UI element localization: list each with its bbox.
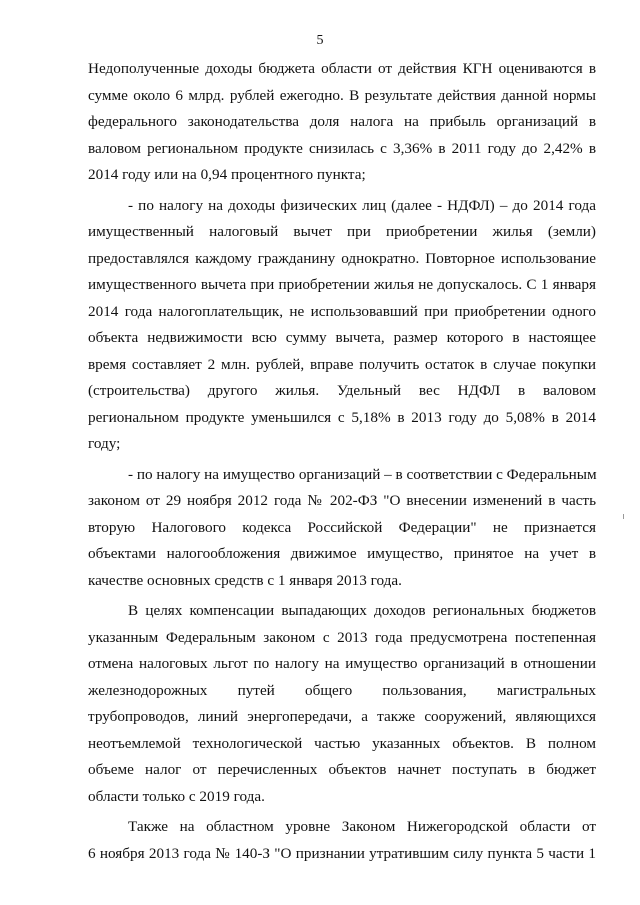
text-line: федерального законодательства доля налога на прибыль организаций в	[88, 113, 596, 130]
text-line: имущественный налоговый вычет при приобретении жилья (земли)	[88, 223, 596, 240]
text-line: году;	[88, 435, 121, 452]
text-line: В целях компенсации выпадающих доходов региональных бюджетов	[128, 602, 596, 619]
text-line: - по налогу на доходы физических лиц (далее - НДФЛ) – до 2014 года	[128, 196, 596, 214]
text-line: области только с 2019 года.	[88, 787, 265, 805]
text-line: законом от 29 ноября 2012 года № 202-ФЗ "О внесении изменений в часть	[88, 492, 596, 509]
margin-mark	[623, 514, 624, 519]
text-line: качестве основных средств с 1 января 2013 года.	[88, 571, 402, 589]
text-line: 2014 году или на 0,94 процентного пункта;	[88, 166, 366, 183]
text-line: железнодорожных путей общего пользования, магистральных	[88, 681, 596, 699]
text-line: предоставлялся каждому гражданину однократно. Повторное использование	[88, 249, 596, 267]
page-number: 5	[316, 33, 324, 48]
paragraph-property-tax	[88, 462, 596, 595]
text-line: трубопроводов, линий энергопередачи, а также сооружений, являющихся	[88, 708, 596, 725]
text-line: объектами налогообложения движимое имущество, принятое на учет в	[88, 545, 596, 562]
text-line: объеме налог от перечисленных объектов начнет поступать в бюджет	[88, 761, 596, 778]
text-line: имущественного вычета при приобретении жилья не допускалось. С 1 января	[88, 276, 596, 293]
text-line: сумме около 6 млрд. рублей ежегодно. В результате действия данной нормы	[88, 86, 596, 104]
text-line: валовом региональном продукте снизилась с 3,36% в 2011 году до 2,42% в	[88, 139, 596, 157]
text-line: Недополученные доходы бюджета области от действия КГН оцениваются в	[88, 60, 596, 77]
paragraph-compensation	[88, 598, 596, 810]
text-line: региональном продукте уменьшился с 5,18% в 2013 году до 5,08% в 2014	[88, 408, 596, 426]
paragraph-kgn-revenue	[88, 56, 596, 189]
text-line: Также на областном уровне Законом Нижегородской области от	[128, 818, 596, 835]
paragraph-regional-law	[88, 814, 596, 867]
text-line: объекта недвижимости всю сумму вычета, размер которого в настоящее	[88, 329, 596, 346]
text-line: 6 ноября 2013 года № 140-З "О признании утратившим силу пункта 5 части 1	[88, 844, 596, 862]
text-line: отмена налоговых льгот по налогу на имущество организаций в отношении	[88, 655, 596, 672]
text-line: вторую Налогового кодекса Российской Федерации" не признается	[88, 518, 596, 536]
text-line: время составляет 2 млн. рублей, вправе получить остаток в случае покупки	[88, 355, 596, 373]
text-line: - по налогу на имущество организаций – в соответствии с Федеральным	[128, 465, 597, 483]
document-body	[88, 56, 596, 867]
text-line: указанным Федеральным законом с 2013 года предусмотрена постепенная	[88, 628, 596, 646]
text-line: неотъемлемой технологической частью указанных объектов. В полном	[88, 734, 596, 752]
text-line: (строительства) другого жилья. Удельный вес НДФЛ в валовом	[88, 382, 596, 399]
text-line: 2014 года налогоплательщик, не использовавший при приобретении одного	[88, 302, 596, 320]
paragraph-ndfl	[88, 193, 596, 458]
